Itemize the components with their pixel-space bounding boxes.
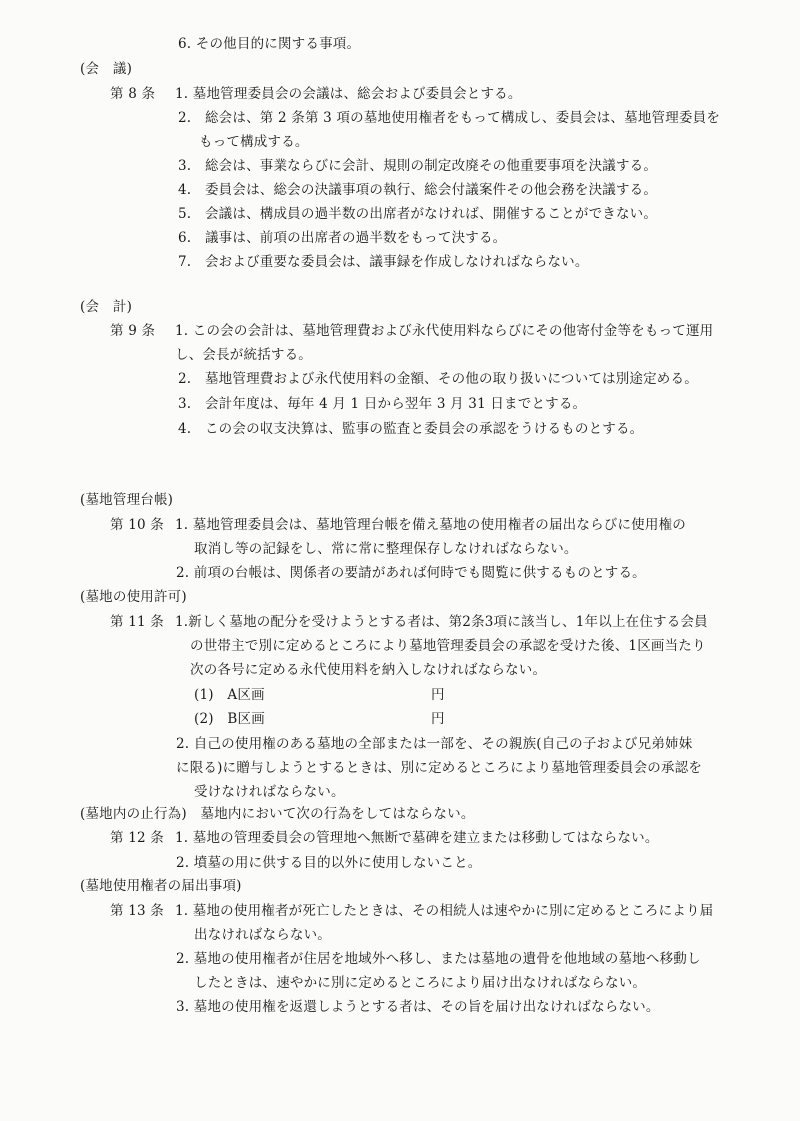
- text-line: 円: [431, 711, 445, 727]
- text-line: したときは、速やかに別に定めるところにより届け出なければならない。: [194, 975, 647, 991]
- text-line: 6. 議事は、前項の出席者の過半数をもって決する。: [178, 230, 507, 246]
- text-line: 3. 総会は、事業ならびに会計、規則の制定改廃その他重要事項を決議する。: [178, 158, 658, 174]
- text-line: 出なければならない。: [194, 927, 331, 943]
- text-line: 2. 自己の使用権のある墓地の全部または一部を、その親族(自己の子および兄弟姉妹: [176, 736, 693, 752]
- text-line: もって構成する。: [199, 134, 309, 150]
- text-line: 1. 墓地管理委員会は、墓地管理台帳を備え墓地の使用権者の届出ならびに使用権の: [175, 517, 686, 533]
- text-line: 2. 前項の台帳は、関係者の要請があれば何時でも閲覧に供するものとする。: [176, 565, 646, 581]
- section-heading: (墓地使用権者の届出事項): [80, 878, 242, 894]
- section-heading: (会 計): [80, 299, 133, 315]
- article-number: 第 12 条: [110, 830, 164, 846]
- text-line: 次の各号に定める永代使用料を納入しなければならない。: [190, 662, 547, 678]
- article-number: 第 13 条: [110, 903, 164, 919]
- article-number: 第 8 条: [110, 86, 156, 102]
- text-line: 取消し等の記録をし、常に常に整理保存しなければならない。: [194, 541, 578, 557]
- text-line: に限る)に贈与しようとするときは、別に定めるところにより墓地管理委員会の承認を: [176, 760, 703, 776]
- text-line: 4. この会の収支決算は、監事の監査と委員会の承認をうけるものとする。: [178, 421, 644, 437]
- section-heading: (会 議): [80, 61, 133, 77]
- article-number: 第 10 条: [110, 517, 164, 533]
- text-line: 1.新しく墓地の配分を受けようとする者は、第2条3項に該当し、1年以上在住する会員: [175, 614, 708, 630]
- text-line: 円: [431, 687, 445, 703]
- text-line: 2. 総会は、第 2 条第 3 項の墓地使用権者をもって構成し、委員会は、墓地管理委員を: [178, 110, 721, 126]
- text-line: 2. 墳墓の用に供する目的以外に使用しないこと。: [176, 855, 482, 871]
- section-heading: (墓地内の止行為) 墓地内において次の行為をしてはならない。: [80, 806, 475, 822]
- article-number: 第 11 条: [110, 614, 164, 630]
- text-line: 1. 墓地管理委員会の会議は、総会および委員会とする。: [175, 86, 522, 102]
- text-line: 1. 墓地の使用権者が死亡したときは、その相続人は速やかに別に定めるところにより届: [175, 903, 714, 919]
- article-number: 第 9 条: [110, 323, 156, 339]
- text-line: 3. 会計年度は、毎年 4 月 1 日から翌年 3 月 31 日までとする。: [178, 396, 587, 412]
- text-line: (2) B区画: [194, 711, 265, 727]
- text-line: 3. 墓地の使用権を返還しようとする者は、その旨を届け出なければならない。: [176, 999, 660, 1015]
- text-line: し、会長が統括する。: [175, 347, 312, 363]
- text-line: の世帯主で別に定めるところにより墓地管理委員会の承認を受けた後、1区画当たり: [190, 638, 706, 654]
- text-line: 4. 委員会は、総会の決議事項の執行、総会付議案件その他会務を決議する。: [178, 182, 658, 198]
- section-heading: (墓地の使用許可): [80, 589, 187, 605]
- text-line: 6. その他目的に関する事項。: [178, 36, 361, 52]
- text-line: (1) A区画: [194, 687, 265, 703]
- text-line: 5. 会議は、構成員の過半数の出席者がなければ、開催することができない。: [178, 206, 658, 222]
- text-line: 2. 墓地管理費および永代使用料の金額、その他の取り扱いについては別途定める。: [178, 371, 698, 387]
- text-line: 1. この会の会計は、墓地管理費および永代使用料ならびにその他寄付金等をもって運用: [175, 323, 714, 339]
- text-line: 7. 会および重要な委員会は、議事録を作成しなければならない。: [178, 254, 589, 270]
- text-line: 2. 墓地の使用権者が住居を地域外へ移し、または墓地の遺骨を他地域の墓地へ移動し: [176, 951, 701, 967]
- text-line: 受けなければならない。: [194, 784, 345, 800]
- text-line: 1. 墓地の管理委員会の管理地へ無断で墓碑を建立または移動してはならない。: [175, 830, 659, 846]
- section-heading: (墓地管理台帳): [80, 492, 174, 508]
